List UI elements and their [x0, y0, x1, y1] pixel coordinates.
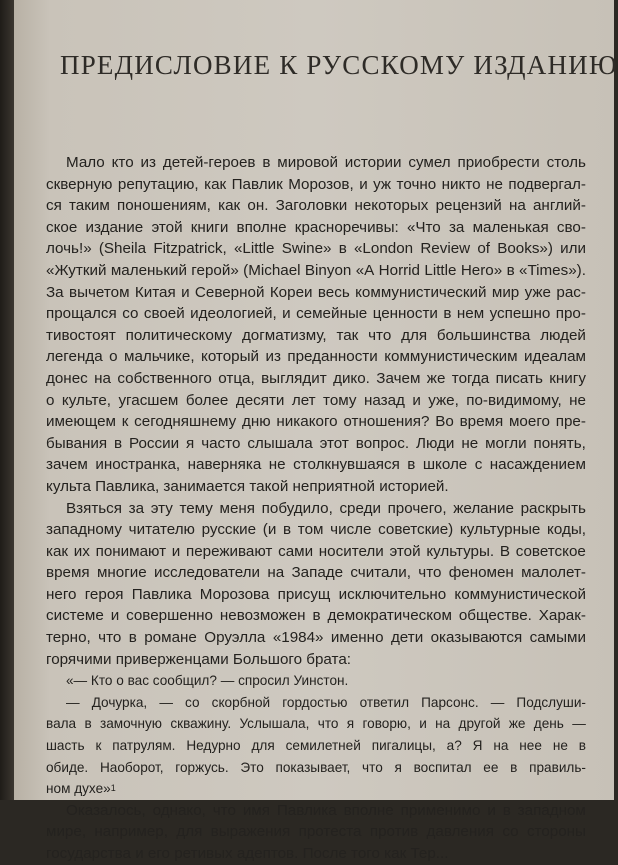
footnote-marker: 1 — [110, 783, 116, 794]
text-line: системе и совершенно невозможен в демократическом обществе. Харак- — [46, 607, 586, 625]
text-line: Мало кто из детей-героев в мировой истории сумел приобрести столь — [66, 154, 586, 171]
text-line: терно, что в романе Оруэлла «1984» именно дети оказываются самыми — [46, 629, 586, 647]
quote-line: — Дочурка, — со скорбной гордостью ответил Парсонс. — Подслуши- — [66, 694, 586, 710]
text-line: «Жуткий маленький герой» (Michael Binyon «A Horrid Little Hero» в «Times»). — [46, 261, 586, 279]
block-quote — [46, 670, 586, 800]
quote-line — [46, 778, 586, 800]
text-line: горячими приверженцами Большого брата: — [46, 650, 351, 668]
body-text — [46, 152, 586, 865]
text-line: культа Павлика, занимается такой неприятной историей. — [46, 477, 449, 495]
text-line: государства и его ретивых адептов. После того как Тер... — [46, 845, 449, 862]
text-line: ся таким поношениям, как он. Заголовки некоторых рецензий на англий- — [46, 197, 586, 215]
text-line: Взяться за эту тему меня побудило, среди прочего, желание раскрыть — [66, 499, 586, 517]
text-line: имеющем к сегодняшнему дню никакого отношения? Во время моего пре- — [46, 413, 586, 431]
text-line: западному читателю русские (и в том числе советские) культурные коды, — [46, 521, 586, 539]
text-line: о культе, угасшем более десяти лет тому назад и уже, по-видимому, не — [46, 391, 586, 409]
text-line: тивостоят политическому догматизму, так что для большинства людей — [46, 326, 586, 344]
text-line: скверную репутацию, как Павлик Морозов, и уж точно никто не подвергал- — [46, 175, 586, 193]
text-line: него героя Павлика Морозова присущ исключительно коммунистической — [46, 585, 586, 603]
quote-line: «— Кто о вас сообщил? — спросил Уинстон. — [66, 673, 349, 689]
text-line: как их понимают и переживают сами носители этой культуры. В советское — [46, 542, 586, 560]
quote-line: вала в замочную скважину. Услышала, что я говорю, и на другой же день — — [46, 716, 586, 732]
quote-line-text: ном духе» — [46, 781, 111, 797]
text-line: зачем иностранка, наверняка не столкнувшаяся в школе с насаждением — [46, 456, 586, 474]
text-line: легенда о мальчике, который из преданности коммунистическим идеалам — [46, 348, 586, 366]
text-line: лочь!» (Sheila Fitzpatrick, «Little Swine» в «London Review of Books») или — [46, 240, 586, 258]
text-line: Оказалось, однако, что имя Павлика вполне применимо и в западном — [66, 801, 586, 819]
page-title: ПРЕДИСЛОВИЕ К РУССКОМУ ИЗДАНИЮ — [60, 50, 618, 80]
text-line: донес на собственного отца, выглядит дико. Зачем же тогда писать книгу — [46, 369, 586, 387]
text-line: мире, например, для выражения протеста против давления со стороны — [46, 823, 586, 841]
text-line: бывания в России я часто слышала этот вопрос. Люди не могли понять, — [46, 434, 586, 452]
text-line: прощался со своей идеологией, и семейные ценности в нем успешно про- — [46, 305, 586, 323]
quote-line: обиде. Наоборот, горжусь. Это показывает, что я воспитал ее в правиль- — [46, 759, 586, 775]
book-spine-shadow — [0, 0, 14, 800]
text-line: За вычетом Китая и Северной Кореи весь коммунистический мир уже рас- — [46, 283, 586, 301]
text-line: время многие исследователи на Западе считали, что феномен малолет- — [46, 564, 586, 582]
text-line: ское издание этой книги вполне красноречивы: «Что за маленькая сво- — [46, 218, 586, 236]
quote-line: шасть к патрулям. Недурно для семилетней пигалицы, а? Я на нее не в — [46, 738, 586, 754]
book-page — [14, 0, 618, 862]
